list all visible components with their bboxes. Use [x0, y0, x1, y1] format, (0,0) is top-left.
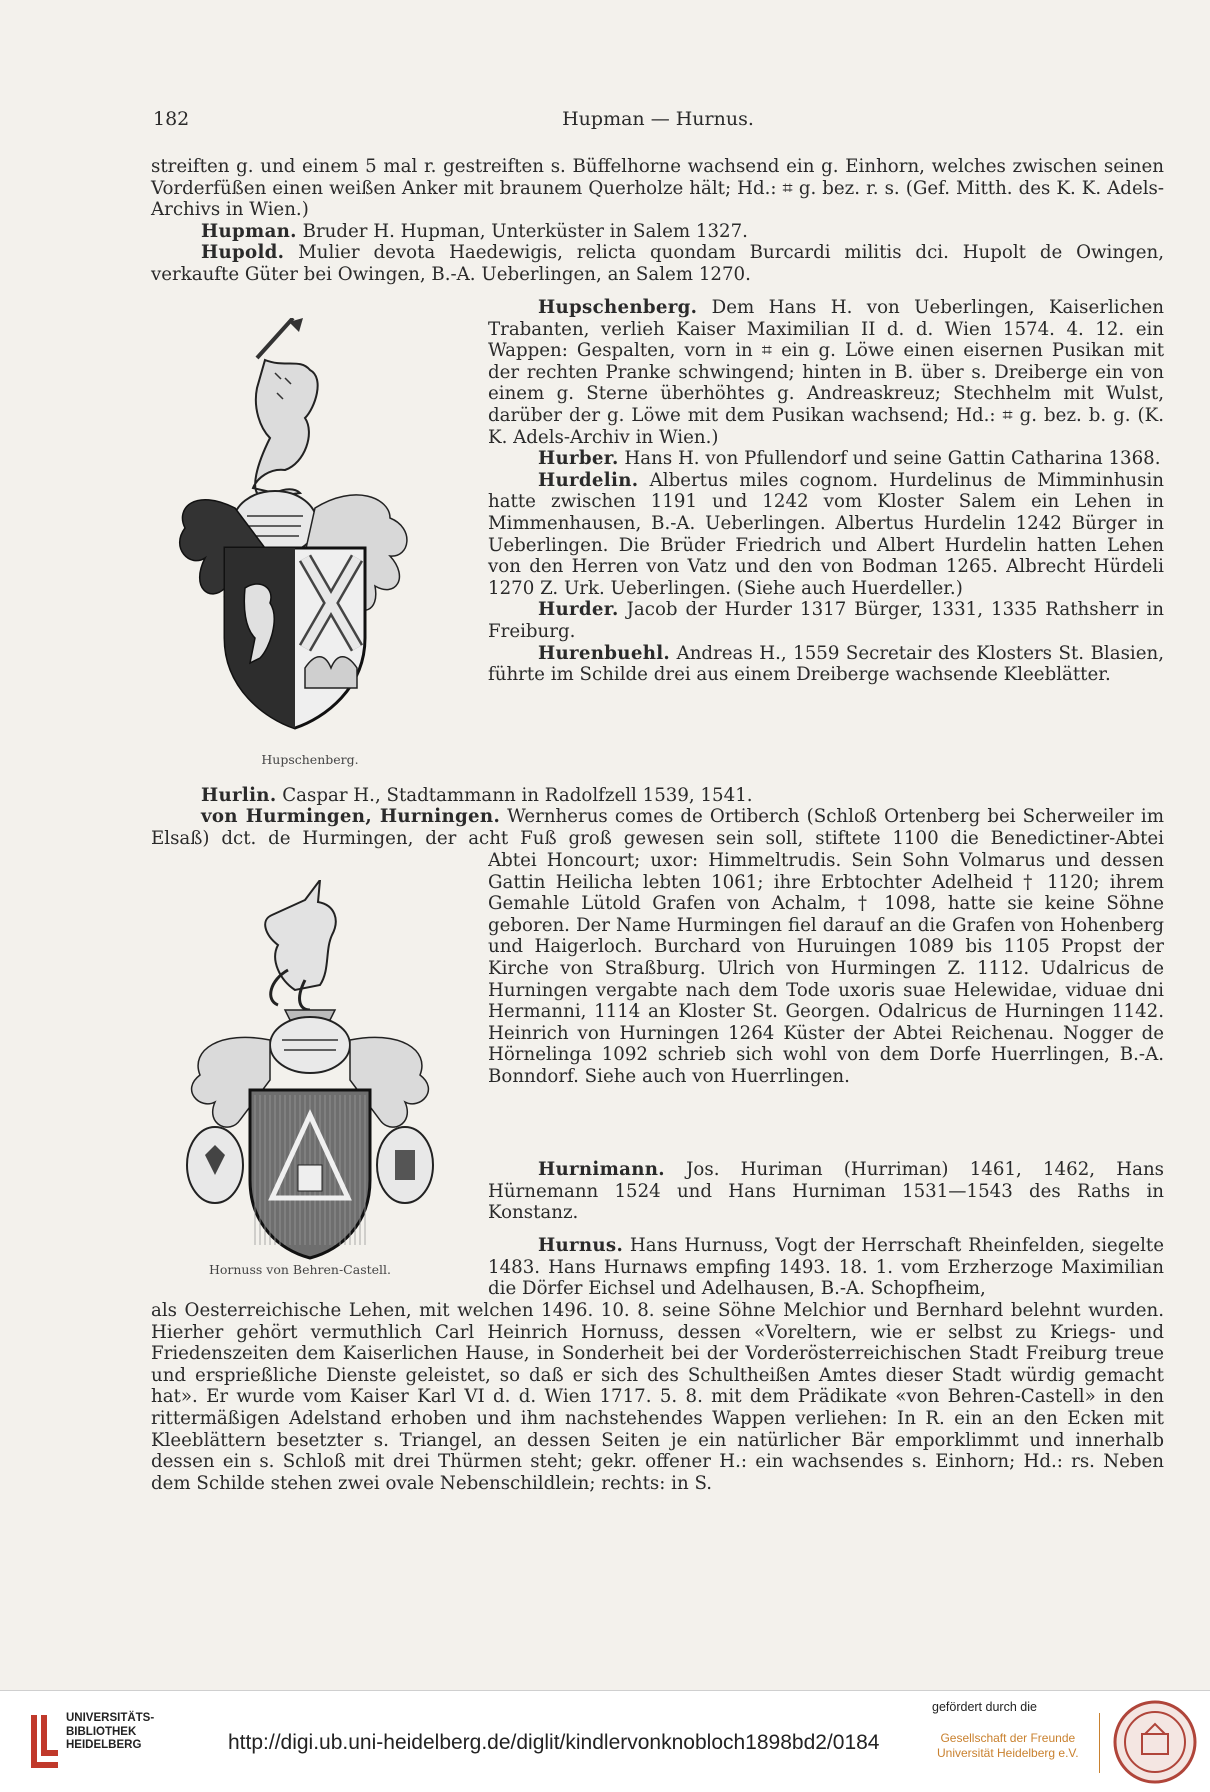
entry-name: Hupold. [201, 242, 285, 264]
hurmingen-narrow-continuation [488, 850, 1164, 1158]
entry-hurnus-start [488, 1235, 1164, 1300]
entry-hurmingen [151, 806, 1164, 850]
permalink-url[interactable]: http://digi.ub.uni-heidelberg.de/diglit/kindlervonknobloch1898bd2/0184 [228, 1731, 880, 1754]
library-name-line: BIBLIOTHEK [66, 1725, 137, 1738]
top-text-block [151, 156, 1164, 286]
entry-text: Dem Hans H. von Ueberlingen, Kaiserlichen Trabanten, verlieh Kaiser Maximilian II d. d. Wien 1574. 4. 12. ein Wappen: Gespalten, vorn in ⌗ ein g. Löwe einen eisernen Pusikan mit der rechten Pranke schwingend; hinten in B. über s. Dreiberge ein von einem g. Sterne überhöhtes g. Andreaskreuz; Stechhelm mit Wulst, darüber der g. Löwe mit dem Pusikan wachsend; Hd.: ⌗ g. bez. b. g. (K. K. Adels-Archiv in Wien.) [488, 297, 1164, 448]
entry-text: Hans Hurnuss, Vogt der Herrschaft Rheinfelden, siegelte 1483. Hans Hurnaws empfing 1493. 18. 1. vom Erzherzoge Maximilian die Dörfer Eichsel und Adelhausen, B.-A. Schopfheim, [488, 1235, 1164, 1300]
entry-text: Bruder H. Hupman, Unterküster in Salem 1327. [296, 220, 748, 242]
hurnus-fullwidth [151, 1300, 1164, 1494]
entry-text: Hans H. von Pfullendorf und seine Gattin Catharina 1368. [618, 448, 1161, 470]
hornuss-coat-of-arms [160, 880, 460, 1260]
entry-name: Hurenbuehl. [538, 642, 671, 664]
society-name-line: Gesellschaft der Freunde [940, 1731, 1076, 1745]
entry-name: Hupman. [201, 220, 297, 242]
entry-name: Hurdelin. [538, 469, 639, 491]
page-header [153, 108, 1163, 138]
footer-divider [1099, 1713, 1100, 1773]
entry-hurnimann [488, 1159, 1164, 1224]
entry-hupman [151, 221, 1164, 243]
entry-name: Hurber. [538, 448, 619, 470]
hurnus-continued-text: als Oesterreichische Lehen, mit welchen 1496. 10. 8. seine Söhne Melchior und Bernhard belehnt wurden. Hierher gehört vermuthlich Carl Heinrich Hornuss, dessen «Voreltern, wie er selbst zu Kriegs- und Friedenszeiten dem Kaiserlichen Hause, in Sonderheit bei der Vorderösterreichischen Stadt Freiburg treue und ersprießliche Dienste geleistet, so daß er sich des Schultheißen Amtes dieser Stadt würdig gemacht hat». Er wurde vom Kaiser Karl VI d. d. Wien 1717. 5. 8. mit dem Prädikate «von Behren-Castell» in den rittermäßigen Adelstand erhoben und ihm nachstehendes Wappen verliehen: In R. ein an den Ecken mit Kleeblättern besetzter s. Triangel, an dessen Seiten je ein natürlicher Bär emporklimmt und innerhalb dessen ein s. Schloß mit drei Thürmen steht; gekr. offener H.: ein wachsendes s. Einhorn; Hd.: rs. Neben dem Schilde stehen zwei ovale Nebenschildlein; rechts: in S. [151, 1300, 1164, 1494]
entry-name: von Hurmingen, Hurningen. [201, 806, 501, 827]
middle-text-block [151, 785, 1164, 807]
hurmingen-continued-text: Abtei Honcourt; uxor: Himmeltrudis. Sein Sohn Volmarus und dessen Gattin Heilicha lebten 1061; ihre Erbtochter Adelheid † 1120; ihrem Gemahle Lütold Grafen von Achalm, † 1098, hatte sie keine Söhne geboren. Der Name Hurmingen fiel darauf an die Grafen von Hohenberg und Haigerloch. Burchard von Huruingen 1089 bis 1105 Propst der Kirche von Straßburg. Ulrich von Hurmingen Z. 1112. Udalricus de Hurningen vergabte nach dem Tode uxoris suae Helewidae, viduae dni Hermanni, 1114 an Kloster St. Georgen. Odalricus de Hurningen 1142. Heinrich von Hurningen 1264 Küster der Abtei Reichenau. Nogger de Hörnelinga 1092 schrieb sich wohl von dem Dorfe Huerrlingen, B.-A. Bonndorf. Siehe auch von Huerrlingen. [488, 850, 1164, 1087]
entry-hurder [488, 599, 1164, 642]
library-name-line: UNIVERSITÄTS- [66, 1712, 155, 1724]
narrow-column-1 [488, 297, 1164, 686]
entry-hurenbuehl [488, 643, 1164, 686]
narrow-column-2 [488, 1159, 1164, 1224]
funded-by-label: gefördert durch die [932, 1700, 1037, 1714]
entry-hurlin [151, 785, 1164, 807]
entry-text: Caspar H., Stadtammann in Radolfzell 1539, 1541. [276, 785, 753, 806]
entry-name: Hurnimann. [538, 1159, 665, 1180]
entry-text: Wernherus comes de Ortiberch (Schloß Ortenberg bei Scherweiler im Elsaß) dct. de Hurmingen, der acht Fuß groß gewesen sein soll, stiftete 1100 die Benedictiner-Abtei [151, 806, 1164, 849]
entry-name: Hurlin. [201, 785, 277, 806]
society-name-line: Universität Heidelberg e.V. [937, 1746, 1079, 1760]
university-seal-icon [1112, 1699, 1198, 1785]
coat-of-arms-1-icon [165, 318, 425, 758]
entry-name: Hurder. [538, 599, 619, 621]
intro-paragraph: streiften g. und einem 5 mal r. gestreiften s. Büffelhorne wachsend ein g. Einhorn, welches zwischen seinen Vorderfüßen einen weißen Anker mit braunem Querholze hält; Hd.: ⌗ g. bez. r. s. (Gef. Mitth. des K. K. Adels-Archivs in Wien.) [151, 156, 1164, 221]
hupschenberg-coat-of-arms [165, 318, 425, 758]
entry-text: Albertus miles cognom. Hurdelinus de Mimminhusin hatte zwischen 1191 und 1242 vom Kloster Salem ein Lehen in Mimmenhausen, B.-A. Ueberlingen. Albertus Hurdelin 1242 Bürger in Ueberlingen. Die Brüder Friedrich und Albert Hurdelin hatten Lehen von den Herren von Vatz und den von Bodman 1265. Albrecht Hürdeli 1270 Z. Urk. Ueberlingen. (Siehe auch Huerdeller.) [488, 469, 1164, 599]
library-name [66, 1712, 154, 1753]
hurnus-narrow [488, 1235, 1164, 1300]
coat-of-arms-2-icon [160, 880, 460, 1260]
entry-hupold [151, 242, 1164, 285]
figure-2-caption: Hornuss von Behren-Castell. [208, 1262, 392, 1277]
entry-text: Jacob der Hurder 1317 Bürger, 1331, 1335 Rathsherr in Freiburg. [488, 599, 1164, 642]
entry-text: Mulier devota Haedewigis, relicta quondam Burcardi militis dci. Hupolt de Owingen, verkaufte Güter bei Owingen, B.-A. Ueberlingen, an Salem 1270. [151, 242, 1164, 285]
entry-text: Jos. Huriman (Hurriman) 1461, 1462, Hans Hürnemann 1524 und Hans Hurniman 1531—1543 des Raths in Konstanz. [488, 1159, 1164, 1224]
entry-hupschenberg [488, 297, 1164, 448]
entry-text: Andreas H., 1559 Secretair des Klosters St. Blasien, führte im Schilde drei aus einem Dreiberge wachsende Kleeblätter. [488, 642, 1164, 686]
university-library-logo-icon [30, 1713, 60, 1771]
running-title: Hupman — Hurnus. [562, 108, 754, 130]
society-name [937, 1731, 1079, 1761]
entry-name: Hupschenberg. [538, 297, 698, 318]
entry-hurber [488, 448, 1164, 470]
hurmingen-fullwidth [151, 806, 1164, 850]
entry-name: Hurnus. [538, 1235, 624, 1256]
library-name-line: HEIDELBERG [66, 1739, 142, 1751]
digitization-footer [0, 1690, 1210, 1792]
page-number: 182 [153, 108, 190, 130]
entry-hurdelin [488, 470, 1164, 600]
figure-1-caption: Hupschenberg. [261, 752, 359, 767]
